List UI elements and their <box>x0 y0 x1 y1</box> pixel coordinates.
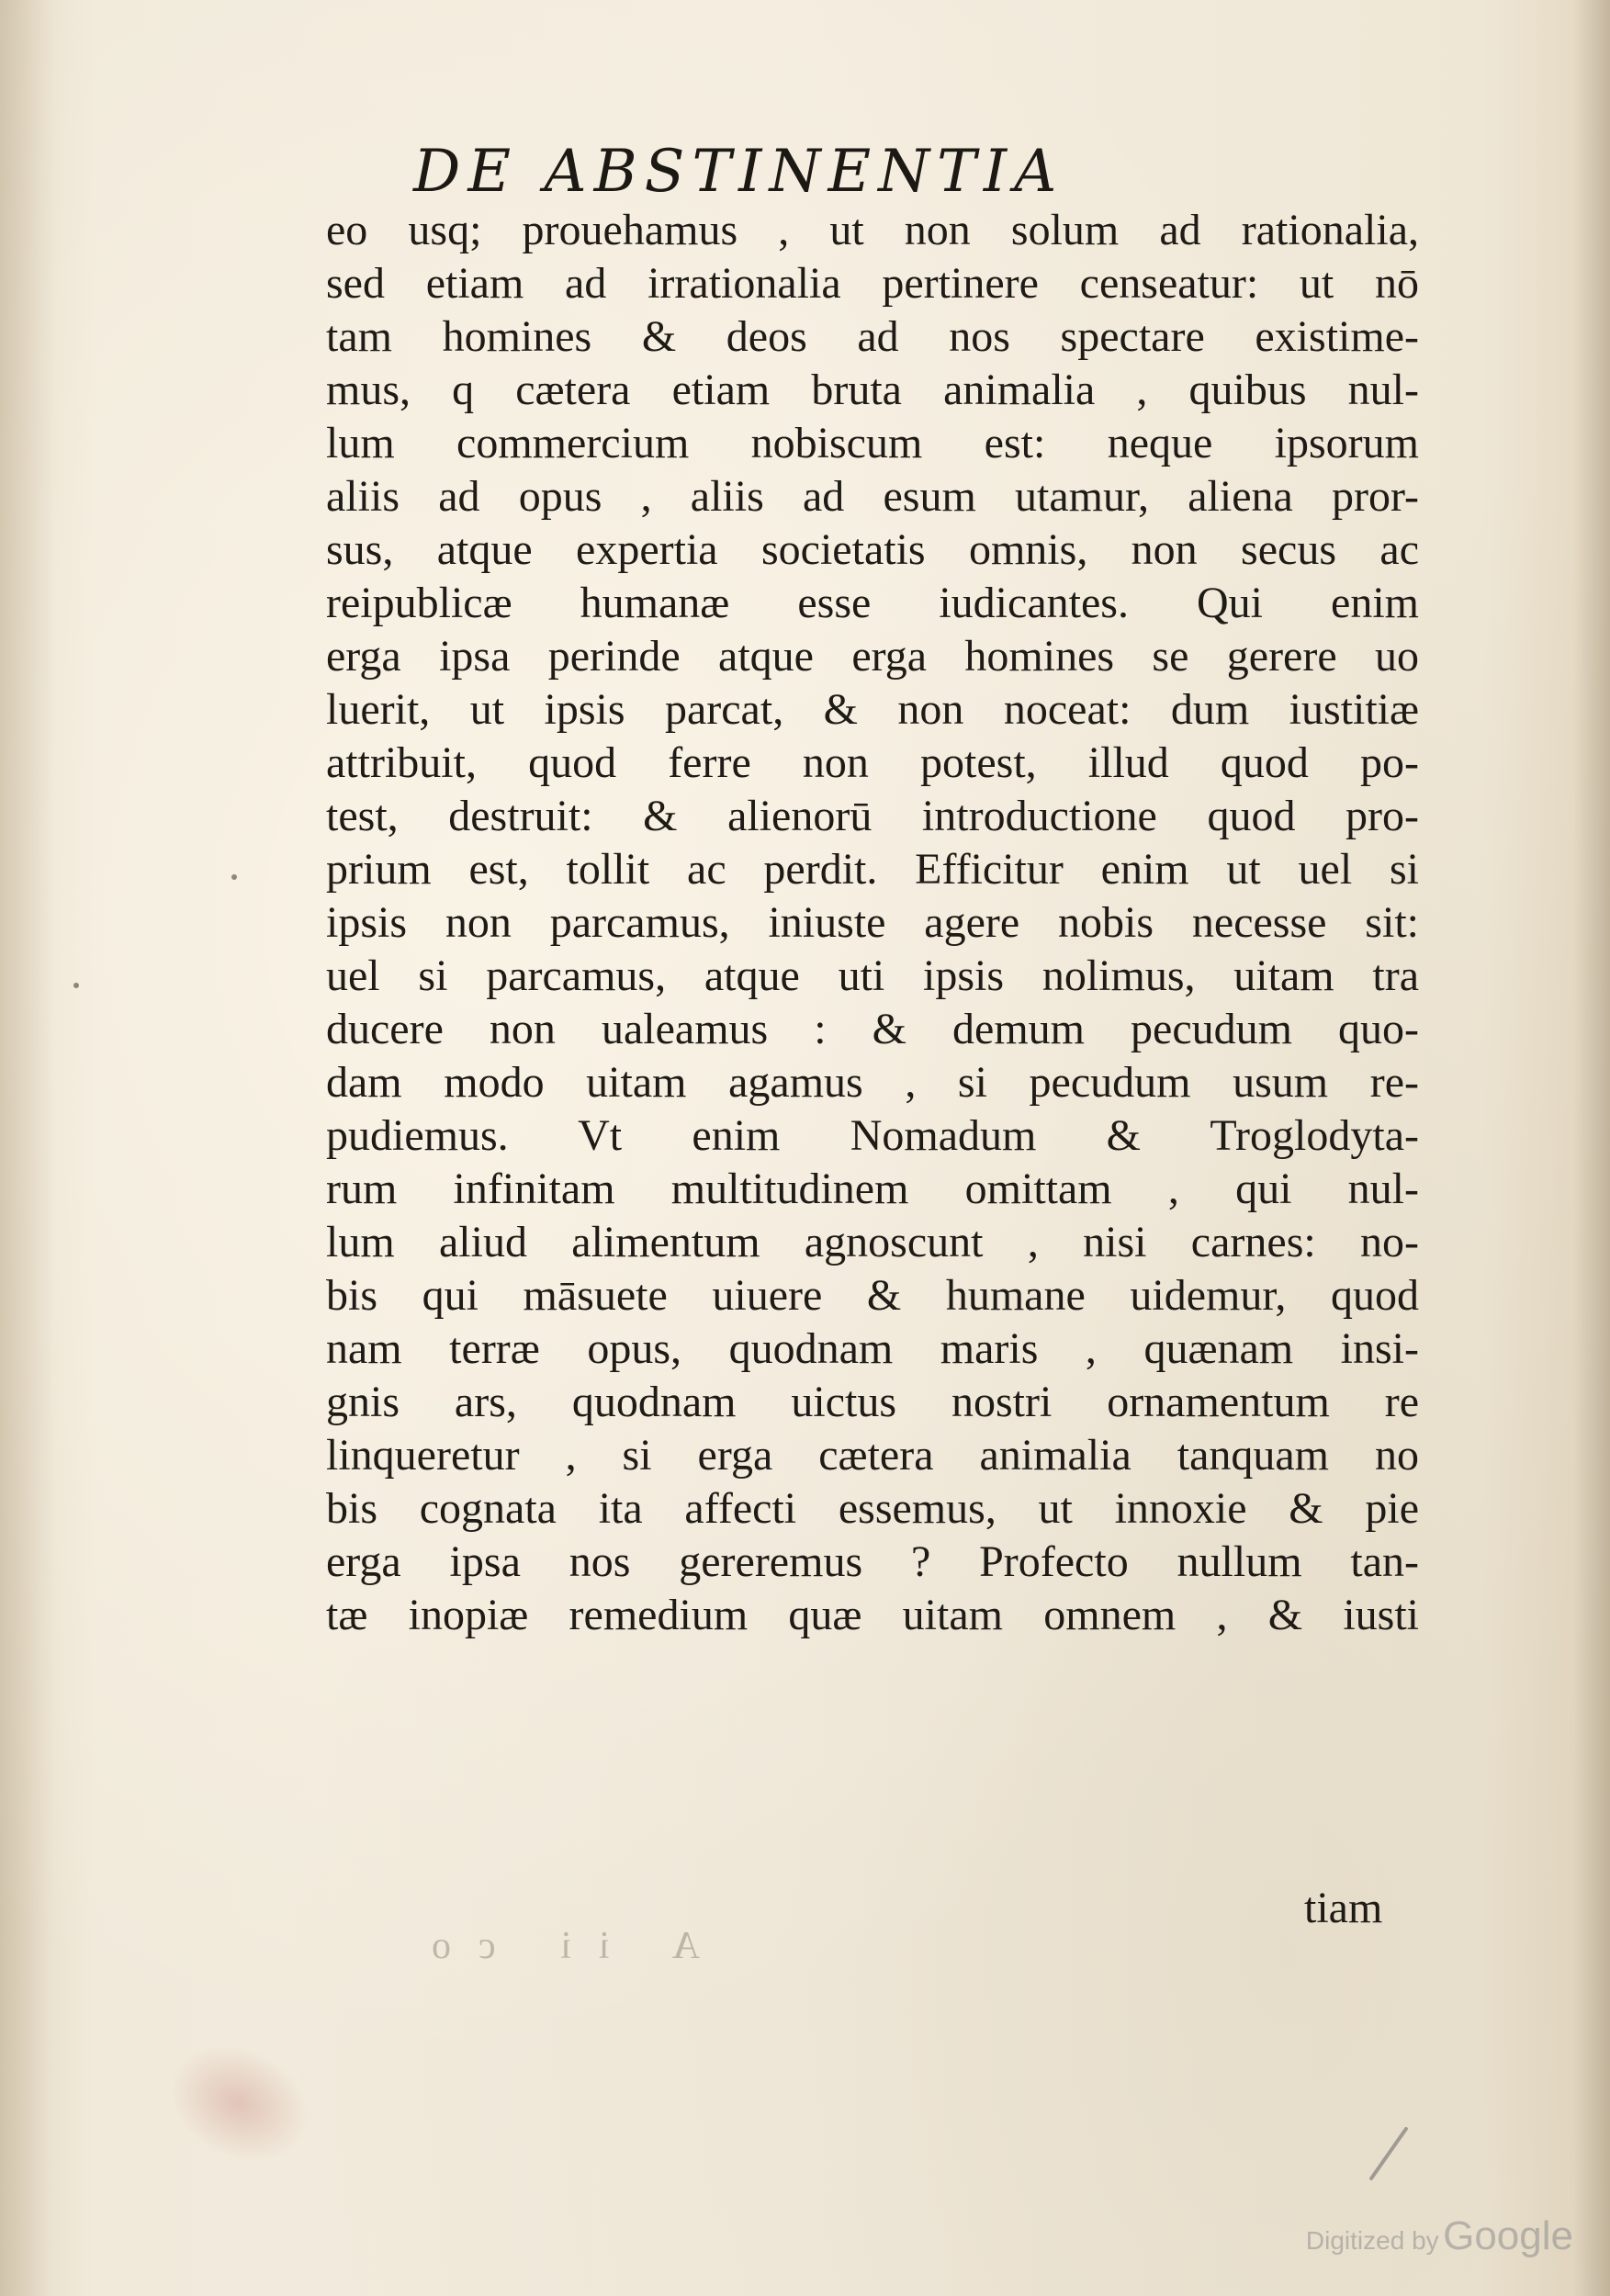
text-line: ducere non ualeamus : & demum pecudum quo- <box>326 1005 1419 1053</box>
bleed-through-signature: A ii co <box>404 1925 700 1967</box>
watermark-prefix: Digitized by <box>1305 2226 1439 2255</box>
running-head: DE ABSTINENTIA <box>413 138 1064 206</box>
text-line: test, destruit: & alienorū introductione quod pro- <box>326 792 1419 840</box>
text-line: bis qui māsuete uiuere & humane uidemur, quod <box>326 1271 1419 1320</box>
text-line: mus, q cætera etiam bruta animalia , quibus nul- <box>326 366 1419 414</box>
body-text <box>326 204 1419 1642</box>
text-line: rum infinitam multitudinem omittam , qui nul- <box>326 1165 1419 1213</box>
text-line: ipsis non parcamus, iniuste agere nobis necesse sit: <box>326 898 1419 947</box>
text-line: eo usq; prouehamus , ut non solum ad rationalia, <box>326 206 1419 254</box>
page-edge-shadow-right <box>1573 0 1610 2296</box>
text-line: nam terræ opus, quodnam maris , quænam insi- <box>326 1324 1419 1373</box>
ink-speck <box>231 874 237 880</box>
text-line: linqueretur , si erga cætera animalia tanquam no <box>326 1431 1419 1480</box>
text-line: attribuit, quod ferre non potest, illud quod po- <box>326 738 1419 787</box>
text-line: tam homines & deos ad nos spectare existime- <box>326 312 1419 361</box>
pencil-mark <box>1368 2126 1408 2181</box>
text-line: reipublicæ humanæ esse iudicantes. Qui enim <box>326 579 1419 627</box>
text-line: luerit, ut ipsis parcat, & non noceat: dum iustitiæ <box>326 685 1419 734</box>
digitization-watermark <box>1306 2213 1573 2259</box>
text-line: dam modo uitam agamus , si pecudum usum re- <box>326 1058 1419 1107</box>
text-line: sed etiam ad irrationalia pertinere censeatur: ut nō <box>326 259 1419 308</box>
ink-speck <box>73 983 79 988</box>
page-edge-shadow-left <box>0 0 55 2296</box>
text-line: erga ipsa perinde atque erga homines se gerere uo <box>326 632 1419 681</box>
text-line: sus, atque expertia societatis omnis, non secus ac <box>326 525 1419 574</box>
text-line: aliis ad opus , aliis ad esum utamur, aliena pror- <box>326 472 1419 521</box>
catchword: tiam <box>1304 1884 1383 1932</box>
text-line: lum aliud alimentum agnoscunt , nisi carnes: no- <box>326 1218 1419 1266</box>
text-line: pudiemus. Vt enim Nomadum & Troglodyta- <box>326 1111 1419 1160</box>
text-line: bis cognata ita affecti essemus, ut innoxie & pie <box>326 1484 1419 1533</box>
text-line: lum commercium nobiscum est: neque ipsorum <box>326 419 1419 467</box>
text-line: prium est, tollit ac perdit. Efficitur enim ut uel si <box>326 845 1419 894</box>
text-line: gnis ars, quodnam uictus nostri ornamentum re <box>326 1378 1419 1426</box>
text-line: erga ipsa nos gereremus ? Profecto nullum tan- <box>326 1537 1419 1586</box>
paper-stain <box>149 2022 329 2184</box>
text-line: uel si parcamus, atque uti ipsis nolimus, uitam tra <box>326 951 1419 1000</box>
text-line: tæ inopiæ remedium quæ uitam omnem , & iusti <box>326 1591 1419 1639</box>
watermark-brand: Google <box>1443 2213 1573 2258</box>
